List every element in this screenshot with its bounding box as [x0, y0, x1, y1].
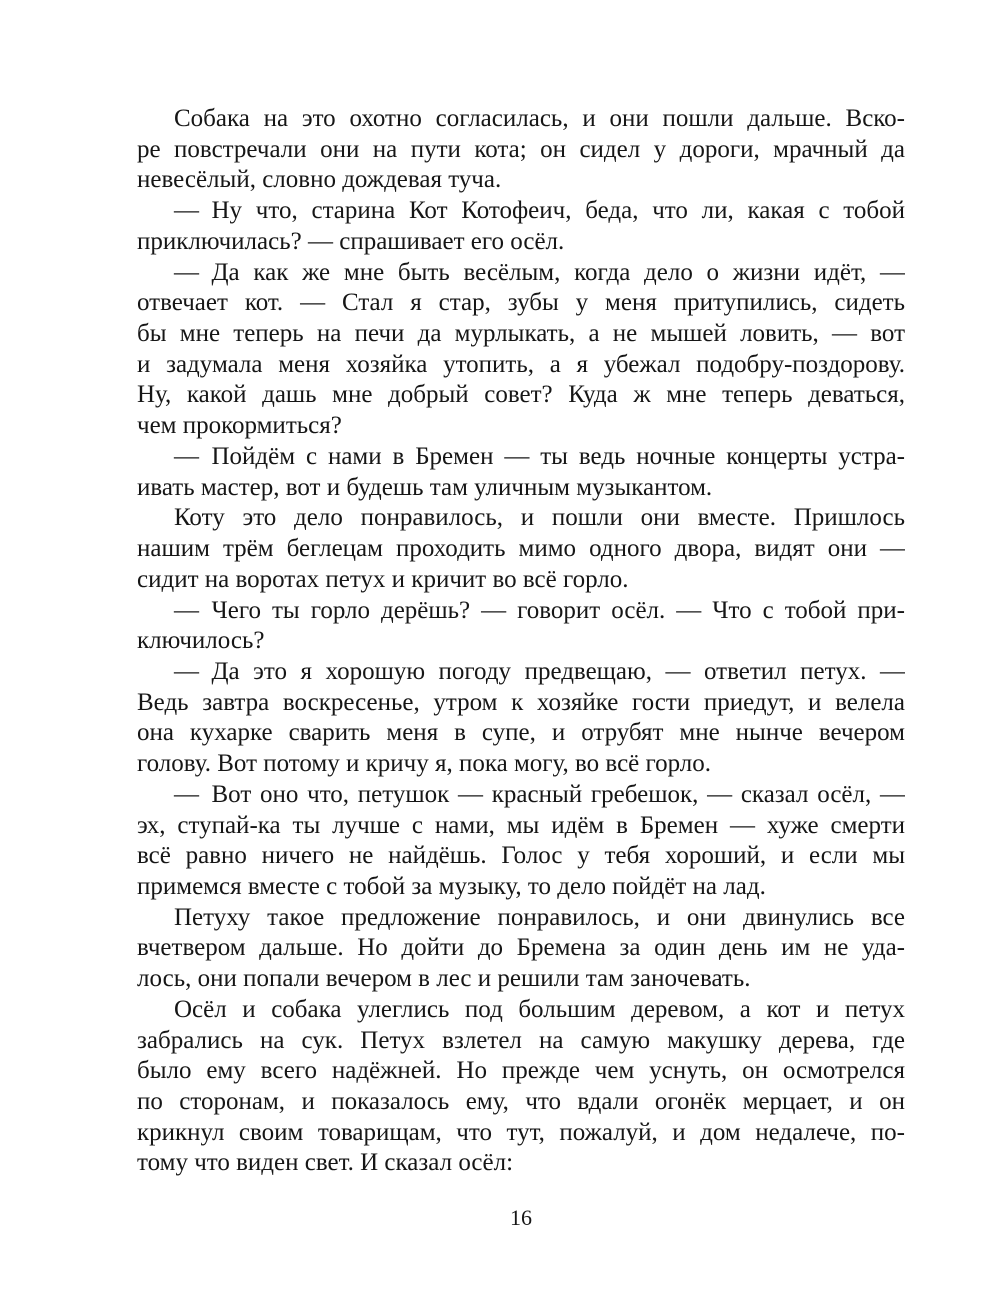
- text-line: приключилась? — спрашивает его осёл.: [137, 227, 565, 255]
- text-line: ивать мастер, вот и будешь там уличным музыкантом.: [137, 473, 713, 501]
- paragraph: [137, 503, 905, 595]
- text-line: ключилось?: [137, 627, 265, 655]
- text-line: чем прокормиться?: [137, 412, 342, 440]
- text-line: Коту это дело понравилось, и пошли они вместе. Пришлось: [174, 504, 905, 532]
- text-line: Петуху такое предложение понравилось, и они двинулись все: [174, 903, 905, 931]
- text-line: по сторонам, и показалось ему, что вдали огонёк мерцает, и он: [137, 1088, 905, 1115]
- text-line: бы мне теперь на печи да мурлыкать, а не мышей ловить, — вот: [137, 320, 905, 348]
- text-line: было ему всего надёжней. Но прежде чем уснуть, он осмотрелся: [137, 1057, 905, 1085]
- text-line: — Вот оно что, петушок — красный гребешок, — сказал осёл, —: [174, 780, 905, 808]
- text-line: ре повстречали они на пути кота; он сидел у дороги, мрачный да: [137, 135, 905, 163]
- paragraph-dialogue: [137, 596, 905, 657]
- text-line: голову. Вот потому и кричу я, пока могу, во всё горло.: [137, 750, 712, 778]
- paragraph: [137, 995, 905, 1179]
- paragraph: [137, 104, 905, 196]
- paragraph-dialogue: [137, 196, 905, 257]
- text-line: Собака на это охотно согласилась, и они пошли дальше. Вско-: [174, 105, 905, 132]
- paragraph-dialogue: [137, 780, 905, 903]
- paragraph-dialogue: [137, 442, 905, 503]
- paragraph-dialogue: [137, 657, 905, 780]
- text-line: отвечает кот. — Стал я стар, зубы у меня притупились, сидеть: [137, 289, 905, 317]
- text-line: Ну, какой дашь мне добрый совет? Куда ж мне теперь деваться,: [137, 381, 905, 409]
- text-line: нашим трём беглецам проходить мимо одного двора, видят они —: [137, 535, 905, 563]
- text-line: — Да как же мне быть весёлым, когда дело о жизни идёт, —: [174, 258, 905, 286]
- text-line: лось, они попали вечером в лес и решили там заночевать.: [137, 965, 751, 993]
- text-line: забрались на сук. Петух взлетел на самую макушку дерева, где: [137, 1026, 905, 1054]
- text-line: вчетвером дальше. Но дойти до Бремена за один день им не уда-: [137, 934, 905, 962]
- text-line: — Ну что, старина Кот Котофеич, беда, что ли, какая с тобой: [174, 197, 905, 225]
- text-line: — Да это я хорошую погоду предвещаю, — ответил петух. —: [174, 657, 905, 685]
- text-line: — Чего ты горло дерёшь? — говорит осёл. — Что с тобой при-: [174, 596, 905, 624]
- paragraph: [137, 903, 905, 995]
- text-line: всё равно ничего не найдёшь. Голос у тебя хороший, и если мы: [137, 842, 905, 870]
- text-line: Осёл и собака улеглись под большим деревом, а кот и петух: [174, 995, 905, 1023]
- text-line: крикнул своим товарищам, что тут, пожалуй, и дом недалече, по-: [137, 1118, 905, 1146]
- book-page-text-block: [137, 104, 905, 1233]
- text-line: сидит на воротах петух и кричит во всё горло.: [137, 565, 629, 593]
- text-line: и задумала меня хозяйка утопить, а я убежал подобру-поздорову.: [137, 350, 905, 378]
- paragraph-dialogue: [137, 258, 905, 442]
- page-number: 16: [510, 1205, 532, 1231]
- text-line: Ведь завтра воскресенье, утром к хозяйке гости приедут, и велела: [137, 688, 905, 716]
- text-line: примемся вместе с тобой за музыку, то дело пойдёт на лад.: [137, 872, 766, 900]
- text-line: эх, ступай-ка ты лучше с нами, мы идём в Бремен — хуже смерти: [137, 811, 905, 839]
- text-line: невесёлый, словно дождевая туча.: [137, 166, 502, 194]
- text-line: тому что виден свет. И сказал осёл:: [137, 1149, 514, 1177]
- text-line: — Пойдём с нами в Бремен — ты ведь ночные концерты устра-: [174, 442, 905, 470]
- text-line: она кухарке сварить меня в супе, и отрубят мне нынче вечером: [137, 719, 905, 747]
